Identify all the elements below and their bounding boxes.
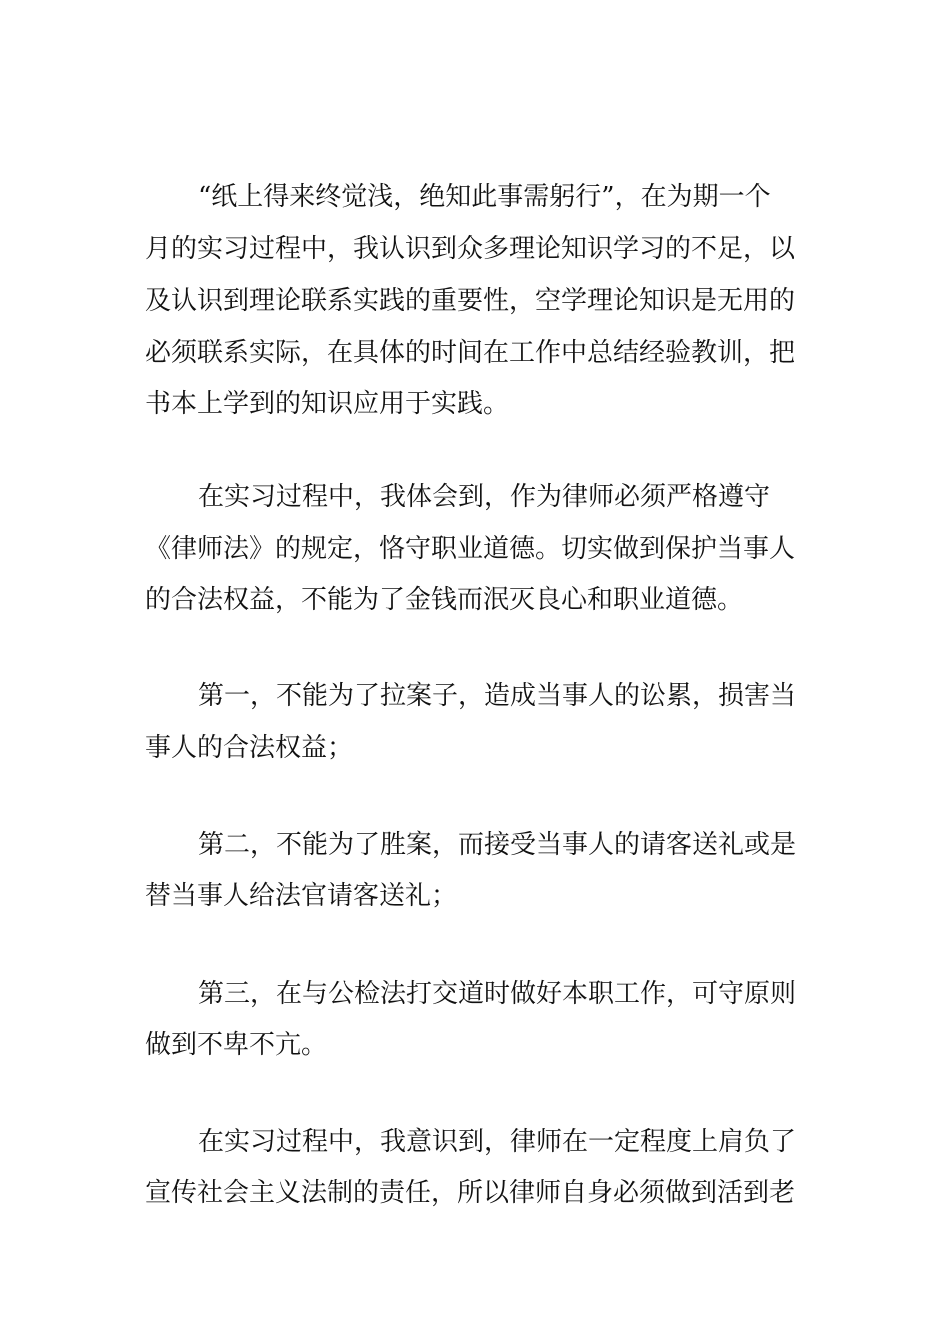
paragraph-3-line-2: 事人的合法权益； xyxy=(145,733,354,763)
paragraph-1-line-5: 书本上学到的知识应用于实践。 xyxy=(145,389,510,419)
paragraph-2-line-1: 在实习过程中，我体会到，作为律师必须严格遵守 xyxy=(198,482,771,512)
paragraph-3-line-1: 第一，不能为了拉案子，造成当事人的讼累，损害当 xyxy=(198,681,797,711)
paragraph-5-line-1: 第三，在与公检法打交道时做好本职工作，可守原则 xyxy=(198,979,797,1009)
paragraph-2-line-3: 的合法权益，不能为了金钱而泯灭良心和职业道德。 xyxy=(145,585,744,615)
paragraph-1-line-4: 必须联系实际，在具体的时间在工作中总结经验教训，把 xyxy=(145,338,796,368)
paragraph-2-line-2: 《律师法》的规定，恪守职业道德。切实做到保护当事人 xyxy=(145,534,796,564)
paragraph-4-line-2: 替当事人给法官请客送礼； xyxy=(145,881,458,911)
paragraph-1-line-3: 及认识到理论联系实践的重要性，空学理论知识是无用的 xyxy=(145,286,796,316)
paragraph-1-line-2: 月的实习过程中，我认识到众多理论知识学习的不足，以 xyxy=(145,234,796,264)
paragraph-6-line-1: 在实习过程中，我意识到，律师在一定程度上肩负了 xyxy=(198,1127,797,1157)
paragraph-6-line-2: 宣传社会主义法制的责任，所以律师自身必须做到活到老 xyxy=(145,1178,796,1208)
paragraph-1-line-1: “纸上得来终觉浅，绝知此事需躬行”，在为期一个 xyxy=(198,182,771,212)
paragraph-5-line-2: 做到不卑不亢。 xyxy=(145,1030,328,1060)
paragraph-4-line-1: 第二，不能为了胜案，而接受当事人的请客送礼或是 xyxy=(198,830,797,860)
